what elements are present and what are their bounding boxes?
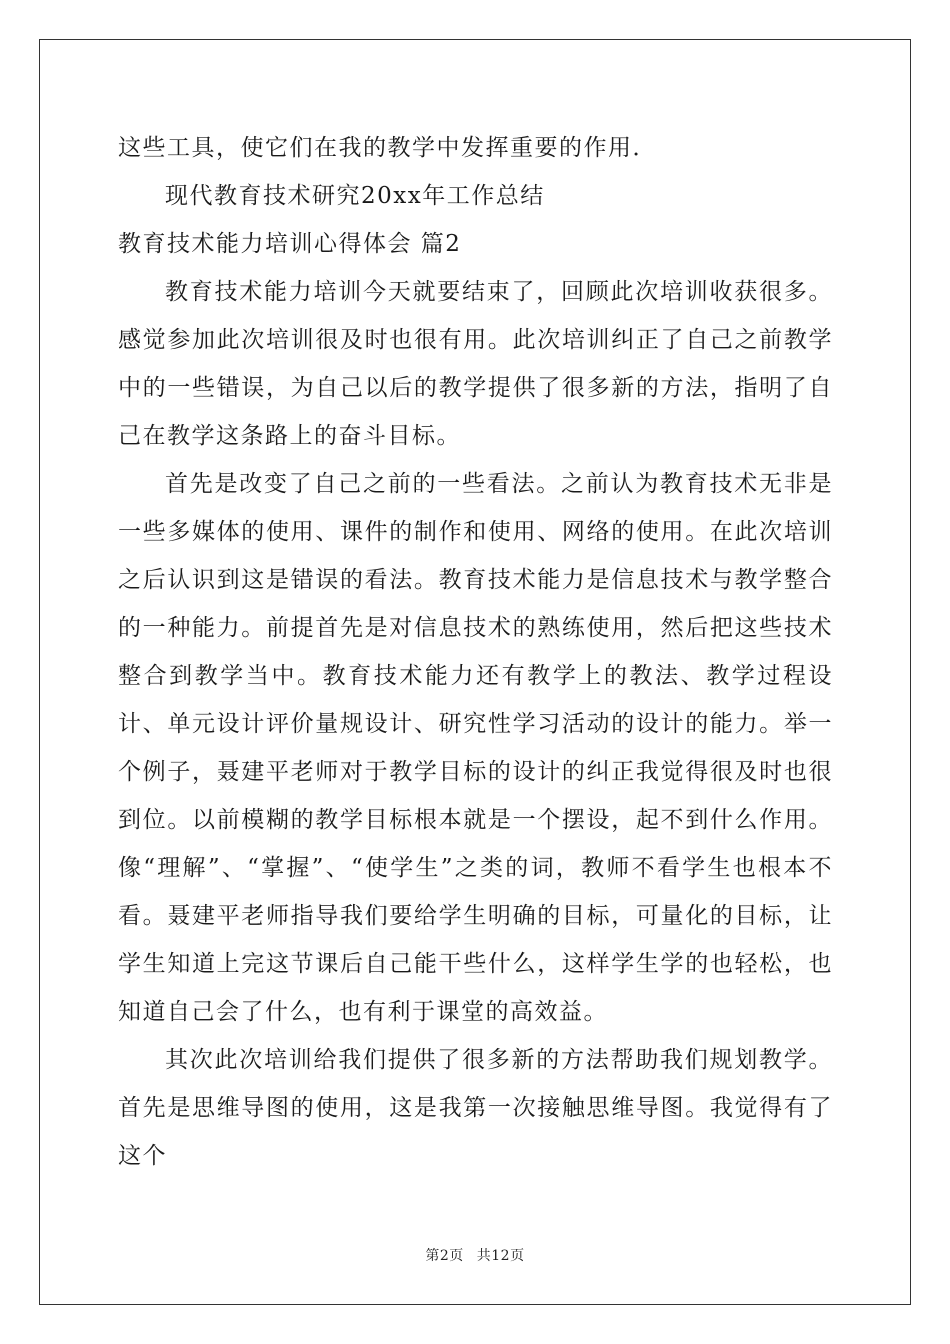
paragraph-1: 这些工具，使它们在我的教学中发挥重要的作用．	[118, 135, 657, 161]
page-footer	[0, 1245, 950, 1265]
paragraph-3: 教育技术能力培训今天就要结束了，回顾此次培训收获很多。感觉参加此次培训很及时也很有用。此次培训纠正了自己之前教学中的一些错误，为自己以后的教学提供了很多新的方法，指明了自己在教学这条路上的奋斗目标。	[118, 279, 833, 449]
paragraph-4: 首先是改变了自己之前的一些看法。之前认为教育技术无非是一些多媒体的使用、课件的制作和使用、网络的使用。在此次培训之后认识到这是错误的看法。教育技术能力是信息技术与教学整合的一种能力。前提首先是对信息技术的熟练使用，然后把这些技术整合到教学当中。教育技术能力还有教学上的教法、教学过程设计、单元设计评价量规设计、研究性学习活动的设计的能力。举一个例子，聂建平老师对于教学目标的设计的纠正我觉得很及时也很到位。以前模糊的教学目标根本就是一个摆设，起不到什么作用。像“理解”、“掌握”、“使学生”之类的词，教师不看学生也根本不看。聂建平老师指导我们要给学生明确的目标，可量化的目标，让学生知道上完这节课后自己能干些什么，这样学生学的也轻松，也知道自己会了什么，也有利于课堂的高效益。	[118, 471, 833, 1025]
paragraph-2: 现代教育技术研究20xx年工作总结	[165, 183, 545, 209]
page-total: 共12页	[476, 1248, 525, 1264]
section-heading: 教育技术能力培训心得体会 篇2	[118, 231, 462, 257]
paragraph-5: 其次此次培训给我们提供了很多新的方法帮助我们规划教学。首先是思维导图的使用，这是我第一次接触思维导图。我觉得有了这个	[118, 1047, 833, 1169]
document-body	[118, 124, 833, 1180]
page-number: 第2页	[425, 1248, 464, 1264]
